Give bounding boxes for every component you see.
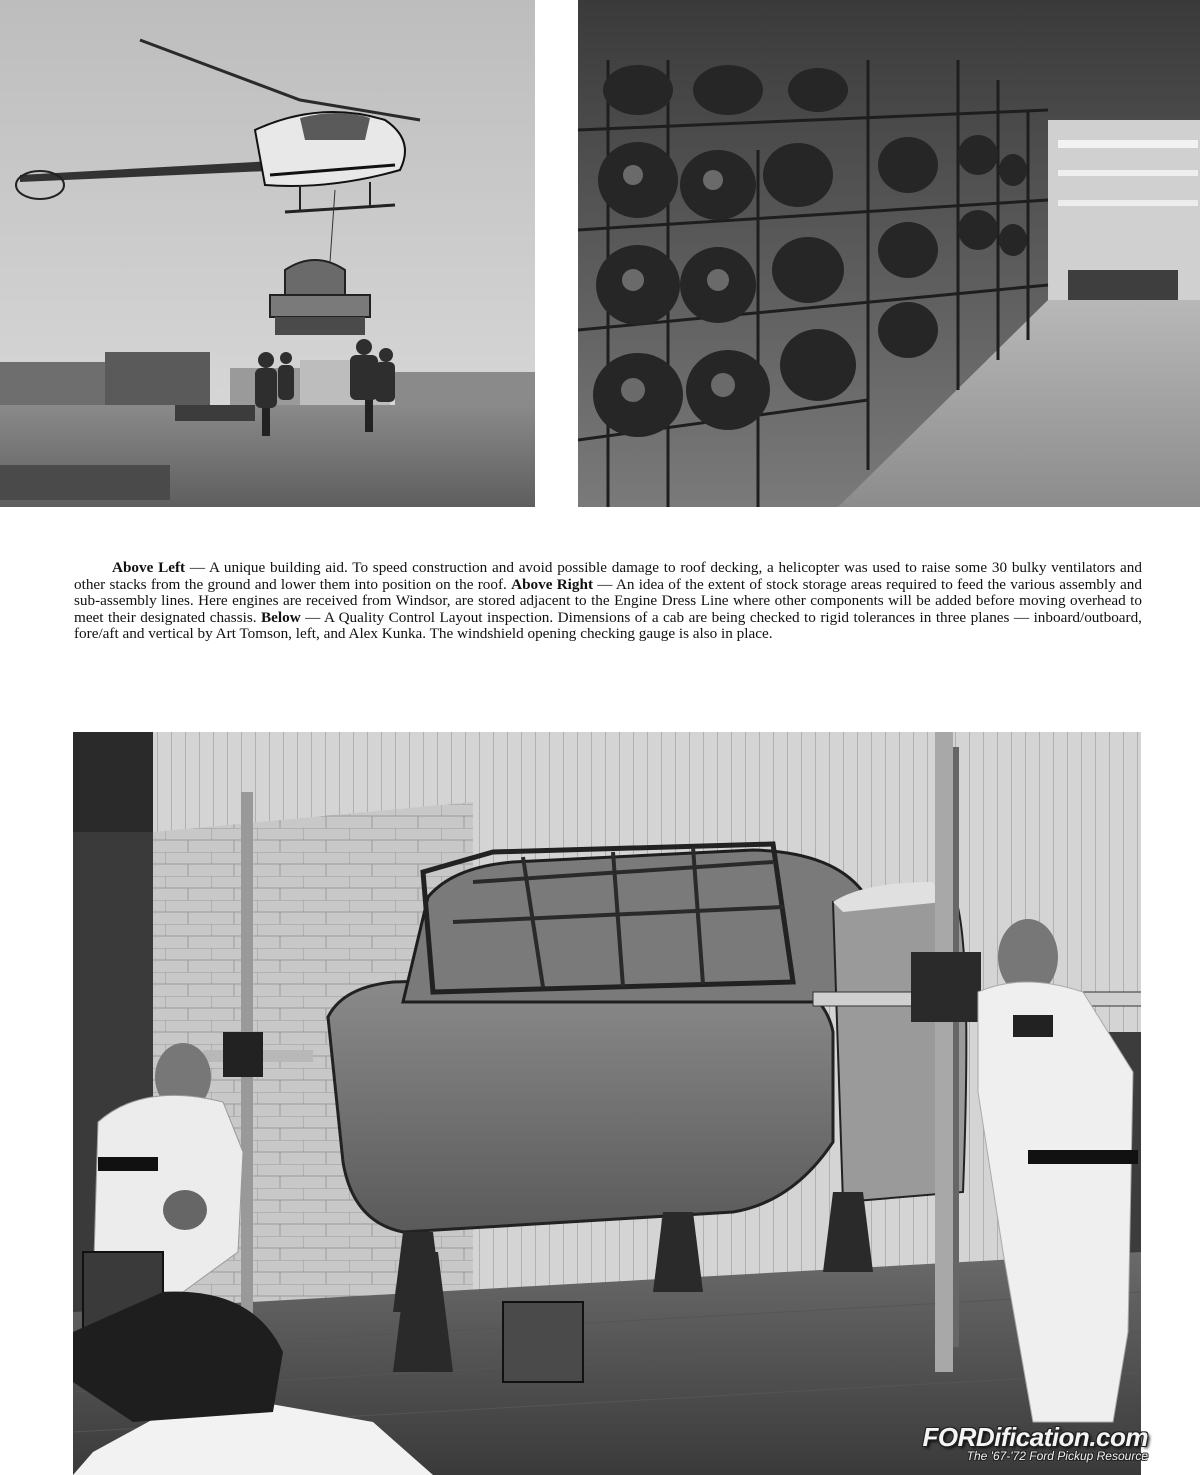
site-watermark: [922, 1424, 1148, 1463]
caption-label-below: Below: [261, 608, 301, 626]
caption-label-above-right: Above Right: [511, 575, 593, 593]
helicopter-photo-image: [0, 0, 535, 507]
caption-text-above-right: — An idea of the extent of stock storage areas required to feed the various assembly and sub-assembly lines. Here engines are received from Windsor, are stored adjacent to the Engine Dress Line where other components will be added before moving overhead to meet their designated chassis.: [74, 575, 1142, 626]
caption-text-above-left: — A unique building aid. To speed construction and avoid possible damage to roof decking, a helicopter was used to raise some 30 bulky ventilators and other stacks from the ground and lower them into position on the roof.: [74, 559, 1142, 593]
cab-inspection-photo: [73, 732, 1141, 1475]
caption-text-below: — A Quality Control Layout inspection. Dimensions of a cab are being checked to rigid tolerances in three planes — inboard/outboard, fore/aft and vertical by Art Tomson, left, and Alex Kunka. The windshield opening checking gauge is also in place.: [74, 608, 1142, 642]
engine-storage-photo-image: [578, 0, 1200, 507]
helicopter-photo: [0, 0, 535, 507]
watermark-title: FORDification.com: [922, 1422, 1148, 1452]
caption-label-above-left: Above Left: [112, 559, 186, 576]
watermark-subtitle: The '67-'72 Ford Pickup Resource: [966, 1449, 1148, 1463]
engine-storage-photo: [578, 0, 1200, 507]
cab-inspection-photo-image: [73, 732, 1141, 1475]
photo-caption: [74, 560, 1142, 643]
